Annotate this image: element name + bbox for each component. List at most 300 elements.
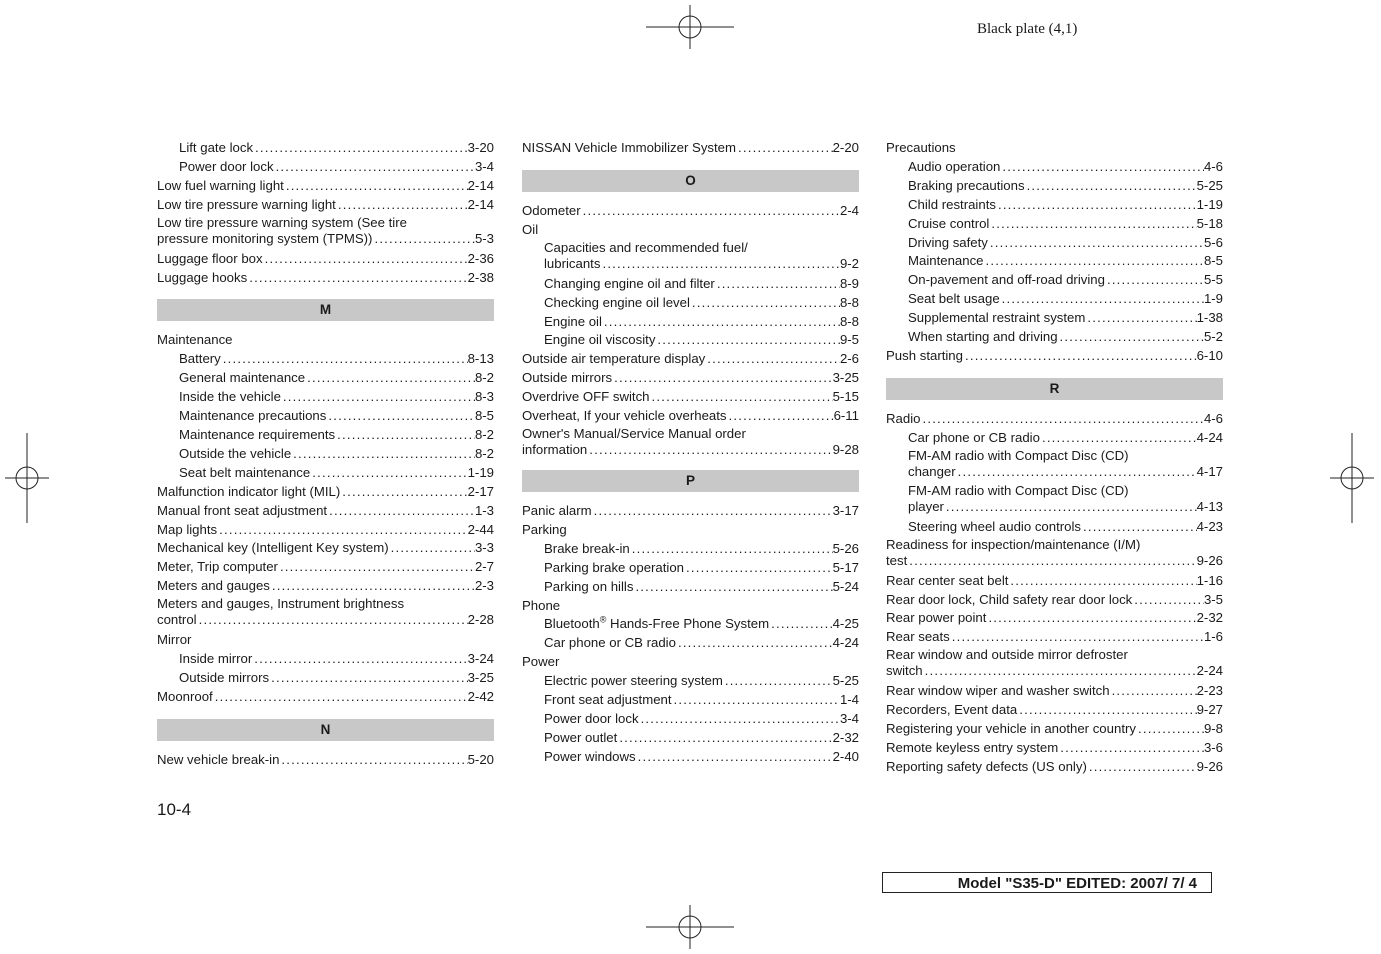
index-entry-text: Low tire pressure warning light xyxy=(157,196,336,212)
registration-mark-left xyxy=(5,433,49,523)
index-entry-text: Reporting safety defects (US only) xyxy=(886,758,1087,774)
index-entry-text: Moonroof xyxy=(157,688,213,704)
dot-leader xyxy=(305,369,475,388)
dot-leader xyxy=(291,445,475,464)
dot-leader xyxy=(715,275,840,294)
dot-leader xyxy=(1040,429,1197,448)
index-entry-page: 2-6 xyxy=(839,351,859,367)
dot-leader xyxy=(217,521,467,540)
index-entry xyxy=(522,139,859,158)
index-entry xyxy=(157,407,494,426)
index-entry-text: Overdrive OFF switch xyxy=(522,389,650,405)
index-entry-text: Map lights xyxy=(157,521,218,537)
dot-leader xyxy=(1000,290,1204,309)
model-edited-label: Model "S35-D" EDITED: 2007/ 7/ 4 xyxy=(957,875,1197,892)
dot-leader xyxy=(581,202,840,221)
index-entry-page: 6-10 xyxy=(1196,347,1223,363)
letter-section-header: M xyxy=(157,299,494,321)
dot-leader xyxy=(630,540,833,559)
index-entry-text: player xyxy=(908,498,944,514)
dot-leader xyxy=(639,710,840,729)
dot-leader xyxy=(1058,328,1204,347)
dot-leader xyxy=(1025,177,1197,196)
index-entry-text: Car phone or CB radio xyxy=(544,635,676,651)
page-number: 10-4 xyxy=(157,800,192,819)
index-entry xyxy=(157,483,494,502)
index-entry-page: 8-13 xyxy=(467,351,494,367)
index-entry-text: Changing engine oil and filter xyxy=(544,275,715,291)
index-entry-text: Driving safety xyxy=(908,234,988,250)
index-entry-page: 5-17 xyxy=(832,559,859,575)
index-entry-page: 5-2 xyxy=(1203,329,1223,345)
index-entry-text: Meters and gauges xyxy=(157,578,270,594)
dot-leader xyxy=(989,215,1196,234)
index-column-3 xyxy=(886,139,1223,777)
model-edited-box xyxy=(882,872,1212,893)
index-entry xyxy=(157,612,494,628)
index-entry-page: 2-14 xyxy=(467,177,494,193)
dot-leader xyxy=(736,139,833,158)
index-heading: Oil xyxy=(522,221,539,237)
index-entry-text: changer xyxy=(908,463,956,479)
dot-leader xyxy=(1081,518,1197,537)
index-entry-text: Meter, Trip computer xyxy=(157,559,278,575)
index-entry-page: 1-19 xyxy=(1196,196,1223,212)
dot-leader xyxy=(1105,271,1204,290)
dot-leader xyxy=(274,158,475,177)
index-entry-page: 4-6 xyxy=(1203,410,1223,426)
index-entry-text: control xyxy=(157,612,197,628)
index-entry-text: Engine oil xyxy=(544,313,602,329)
dot-leader xyxy=(1110,682,1197,701)
index-entry xyxy=(157,269,494,288)
dot-leader xyxy=(247,269,467,288)
index-entry-line: FM-AM radio with Compact Disc (CD) xyxy=(908,447,1129,463)
index-entry xyxy=(886,347,1223,366)
dot-leader xyxy=(996,196,1197,215)
index-entry-text: Audio operation xyxy=(908,158,1001,174)
index-heading: Precautions xyxy=(886,140,956,155)
dot-leader xyxy=(335,426,475,445)
index-entry xyxy=(522,729,859,748)
index-entry-page: 1-3 xyxy=(474,502,494,518)
index-heading: Phone xyxy=(522,597,561,613)
index-entry-page: 5-25 xyxy=(832,673,859,689)
index-entry-text: Manual front seat adjustment xyxy=(157,502,328,518)
index-entry-line: Meters and gauges, Instrument brightness xyxy=(157,596,405,612)
dot-leader xyxy=(727,407,834,426)
dot-leader xyxy=(602,313,840,332)
dot-leader xyxy=(587,442,832,458)
dot-leader xyxy=(650,388,833,407)
index-entry xyxy=(157,231,494,247)
index-entry xyxy=(522,672,859,691)
letter-section-header: P xyxy=(522,470,859,492)
index-entry-page: 2-28 xyxy=(467,612,494,628)
index-entry-page: 2-3 xyxy=(474,578,494,594)
index-entry-page: 1-9 xyxy=(1203,291,1223,307)
index-entry xyxy=(157,350,494,369)
index-entry-text: Maintenance precautions xyxy=(179,408,327,424)
dot-leader xyxy=(988,234,1204,253)
index-entry xyxy=(886,158,1223,177)
index-entry-text: information xyxy=(522,441,588,457)
index-entry xyxy=(886,591,1223,610)
index-entry-text: Supplemental restraint system xyxy=(908,310,1086,326)
index-entry-page: 8-5 xyxy=(474,408,494,424)
index-entry-text: Panic alarm xyxy=(522,502,592,518)
dot-leader xyxy=(278,558,475,577)
index-entry-page: 1-19 xyxy=(467,464,494,480)
dot-leader xyxy=(963,347,1197,366)
index-entry-line: Readiness for inspection/maintenance (I/M) xyxy=(886,536,1141,552)
index-entry-text: Rear window wiper and washer switch xyxy=(886,683,1110,699)
index-entry xyxy=(522,275,859,294)
index-entry-text: test xyxy=(886,552,908,568)
index-entry-page: 9-8 xyxy=(1203,721,1223,737)
index-entry-text: Parking on hills xyxy=(544,578,634,594)
index-entry-page: 1-6 xyxy=(1203,629,1223,645)
registration-mark-top xyxy=(646,5,734,49)
index-entry-page: 2-32 xyxy=(832,729,859,745)
index-entry-page: 2-23 xyxy=(1196,683,1223,699)
dot-leader xyxy=(197,612,468,628)
index-entry-page: 8-8 xyxy=(839,294,859,310)
index-entry xyxy=(157,388,494,407)
dot-leader xyxy=(944,499,1197,515)
index-entry-text: Electric power steering system xyxy=(544,673,723,689)
index-entry xyxy=(886,215,1223,234)
index-entry-line: Owner's Manual/Service Manual order xyxy=(522,425,746,441)
index-entry xyxy=(886,252,1223,271)
index-heading: Parking xyxy=(522,521,567,537)
index-entry-text: Engine oil viscosity xyxy=(544,332,656,348)
index-entry xyxy=(522,407,859,426)
dot-leader xyxy=(984,252,1204,271)
index-entry-text: Power outlet xyxy=(544,729,618,745)
index-entry xyxy=(522,369,859,388)
dot-leader xyxy=(1058,739,1204,758)
dot-leader xyxy=(676,634,833,653)
index-entry-page: 2-36 xyxy=(467,250,494,266)
index-entry xyxy=(886,429,1223,448)
dot-leader xyxy=(281,388,475,407)
dot-leader xyxy=(986,609,1196,628)
dot-leader xyxy=(655,331,840,350)
index-entry-text: Maintenance xyxy=(908,253,984,269)
index-entry-text: Rear center seat belt xyxy=(886,572,1009,588)
dot-leader xyxy=(923,663,1197,679)
index-entry-text: Rear door lock, Child safety rear door lock xyxy=(886,591,1133,607)
index-entry-page: 8-8 xyxy=(839,313,859,329)
index-entry-text: Battery xyxy=(179,351,221,367)
index-entry-page: 8-2 xyxy=(474,370,494,386)
index-entry xyxy=(157,426,494,445)
index-entry-page: 2-42 xyxy=(467,688,494,704)
index-entry-text: Malfunction indicator light (MIL) xyxy=(157,483,341,499)
dot-leader xyxy=(1017,701,1196,720)
letter-section-header: N xyxy=(157,719,494,741)
index-entry-page: 2-4 xyxy=(839,202,859,218)
index-entry-text: Front seat adjustment xyxy=(544,692,672,708)
index-entry xyxy=(886,572,1223,591)
letter-section-header: R xyxy=(886,378,1223,400)
index-entry-page: 9-27 xyxy=(1196,702,1223,718)
dot-leader xyxy=(372,231,474,247)
index-entry xyxy=(886,177,1223,196)
index-entry xyxy=(522,502,859,521)
index-entry-line: FM-AM radio with Compact Disc (CD) xyxy=(908,482,1129,498)
dot-leader xyxy=(600,256,839,272)
index-entry xyxy=(522,442,859,458)
index-entry xyxy=(157,445,494,464)
dot-leader xyxy=(327,502,475,521)
index-entry-text: Inside the vehicle xyxy=(179,389,281,405)
index-entry-page: 5-5 xyxy=(1203,272,1223,288)
index-entry xyxy=(157,751,494,770)
index-entry xyxy=(157,539,494,558)
index-entry-page: 8-2 xyxy=(474,445,494,461)
index-entry xyxy=(886,290,1223,309)
index-entry-page: 8-3 xyxy=(474,389,494,405)
index-entry-text: Maintenance requirements xyxy=(179,426,336,442)
index-entry xyxy=(157,369,494,388)
dot-leader xyxy=(612,369,832,388)
index-entry xyxy=(886,663,1223,679)
index-entry xyxy=(157,577,494,596)
index-entry-text: NISSAN Vehicle Immobilizer System xyxy=(522,140,736,155)
index-entry-text: Inside mirror xyxy=(179,651,253,667)
index-entry xyxy=(522,578,859,597)
dot-leader xyxy=(326,407,475,426)
dot-leader xyxy=(270,577,475,596)
index-entry-page: 2-20 xyxy=(832,140,859,155)
dot-leader xyxy=(672,691,840,710)
index-entry-page: 2-24 xyxy=(1196,663,1223,679)
index-entry-text: Registering your vehicle in another country xyxy=(886,721,1136,737)
index-entry-page: 3-17 xyxy=(832,502,859,518)
dot-leader xyxy=(1132,591,1204,610)
index-entry-text: Bluetooth® Hands-Free Phone System xyxy=(544,615,770,632)
index-entry-text: Outside mirrors xyxy=(522,370,613,386)
dot-leader xyxy=(633,578,832,597)
dot-leader xyxy=(920,410,1203,429)
index-entry-page: 4-17 xyxy=(1196,463,1223,479)
index-entry xyxy=(886,758,1223,777)
plate-label: Black plate (4,1) xyxy=(977,21,1078,37)
index-entry-page: 5-25 xyxy=(1196,177,1223,193)
index-entry-page: 5-3 xyxy=(474,230,494,246)
index-entry-page: 3-20 xyxy=(467,140,494,155)
index-entry-page: 1-38 xyxy=(1196,310,1223,326)
registration-mark-bottom xyxy=(646,905,734,949)
index-entry-text: Radio xyxy=(886,410,921,426)
index-entry-text: Child restraints xyxy=(908,196,996,212)
index-entry xyxy=(157,158,494,177)
index-entry-page: 5-24 xyxy=(832,578,859,594)
index-entry-text: Rear power point xyxy=(886,610,987,626)
dot-leader xyxy=(956,464,1197,480)
dot-leader xyxy=(221,350,468,369)
index-entry-page: 9-28 xyxy=(832,441,859,457)
dot-leader xyxy=(263,250,468,269)
dot-leader xyxy=(389,539,475,558)
index-entry-text: Outside mirrors xyxy=(179,669,270,685)
index-entry-text: Luggage hooks xyxy=(157,269,248,285)
index-entry xyxy=(522,540,859,559)
index-entry-text: Outside the vehicle xyxy=(179,445,292,461)
index-entry xyxy=(522,294,859,313)
index-entry-page: 4-24 xyxy=(832,635,859,651)
dot-leader xyxy=(723,672,833,691)
index-entry-page: 3-3 xyxy=(474,540,494,556)
index-entry-text: Parking brake operation xyxy=(544,559,685,575)
index-entry-text: Mechanical key (Intelligent Key system) xyxy=(157,540,389,556)
index-entry xyxy=(886,518,1223,537)
index-entry xyxy=(522,256,859,272)
index-entry-text: Power door lock xyxy=(179,158,274,174)
index-heading: Mirror xyxy=(157,632,192,648)
index-entry xyxy=(886,553,1223,569)
index-entry xyxy=(522,350,859,369)
dot-leader xyxy=(1087,758,1197,777)
index-entry xyxy=(522,313,859,332)
index-entry-text: Brake break-in xyxy=(544,540,630,556)
index-entry-text: Overheat, If your vehicle overheats xyxy=(522,408,727,424)
dot-leader xyxy=(1085,309,1196,328)
dot-leader xyxy=(253,139,468,158)
index-entry-text: Outside air temperature display xyxy=(522,351,706,367)
dot-leader xyxy=(340,483,467,502)
index-entry-page: 3-4 xyxy=(839,710,859,726)
index-entry-page: 4-23 xyxy=(1196,518,1223,534)
index-entry xyxy=(522,691,859,710)
index-entry xyxy=(157,250,494,269)
index-entry-text: Steering wheel audio controls xyxy=(908,518,1082,534)
index-entry-text: Braking precautions xyxy=(908,177,1025,193)
dot-leader xyxy=(284,177,468,196)
index-entry-text: lubricants xyxy=(544,255,601,271)
index-entry xyxy=(886,739,1223,758)
index-entry-text: On-pavement and off-road driving xyxy=(908,272,1105,288)
index-entry-page: 2-40 xyxy=(832,748,859,764)
index-entry-page: 5-6 xyxy=(1203,234,1223,250)
dot-leader xyxy=(1008,572,1196,591)
index-entry xyxy=(157,177,494,196)
index-entry-text: Odometer xyxy=(522,202,581,218)
index-entry xyxy=(157,196,494,215)
index-entry-text: Luggage floor box xyxy=(157,250,263,266)
index-entry-page: 9-26 xyxy=(1196,552,1223,568)
index-entry xyxy=(886,609,1223,628)
index-entry xyxy=(157,502,494,521)
index-entry xyxy=(157,558,494,577)
index-entry-line: Capacities and recommended fuel/ xyxy=(544,239,748,255)
index-entry xyxy=(886,499,1223,515)
dot-leader xyxy=(310,464,467,483)
index-entry xyxy=(886,234,1223,253)
index-entry xyxy=(886,196,1223,215)
dot-leader xyxy=(690,294,840,313)
index-entry-line: Low tire pressure warning system (See tire xyxy=(157,214,407,230)
dot-leader xyxy=(269,669,467,688)
index-entry xyxy=(157,650,494,669)
index-entry-page: 8-2 xyxy=(474,426,494,442)
index-entry xyxy=(522,388,859,407)
index-entry xyxy=(522,615,859,634)
index-entry xyxy=(522,202,859,221)
index-entry xyxy=(886,701,1223,720)
dot-leader xyxy=(705,350,840,369)
index-entry xyxy=(157,139,494,158)
index-entry-text: Remote keyless entry system xyxy=(886,739,1059,755)
index-entry-text: New vehicle break-in xyxy=(157,751,280,767)
index-entry-page: 6-11 xyxy=(833,408,859,424)
index-entry xyxy=(522,710,859,729)
index-entry xyxy=(157,688,494,707)
index-entry xyxy=(522,559,859,578)
dot-leader xyxy=(636,748,833,767)
index-entry-page: 3-25 xyxy=(467,669,494,685)
index-entry-page: 3-25 xyxy=(832,370,859,386)
dot-leader xyxy=(950,628,1204,647)
index-entry-page: 8-9 xyxy=(839,275,859,291)
index-entry-page: 5-18 xyxy=(1196,215,1223,231)
index-entry-text: General maintenance xyxy=(179,370,306,386)
index-entry-page: 1-4 xyxy=(839,692,859,708)
dot-leader xyxy=(907,553,1196,569)
index-entry-page: 1-16 xyxy=(1196,572,1223,588)
dot-leader xyxy=(1136,720,1204,739)
index-entry-page: 2-38 xyxy=(467,269,494,285)
dot-leader xyxy=(769,615,832,634)
index-entry-page: 5-20 xyxy=(467,751,494,767)
index-entry xyxy=(886,309,1223,328)
index-entry-page: 2-14 xyxy=(467,196,494,212)
index-column-2 xyxy=(522,139,859,767)
registration-mark-right xyxy=(1330,433,1374,523)
index-entry-text: Rear seats xyxy=(886,629,950,645)
index-entry xyxy=(886,720,1223,739)
index-entry-page: 4-24 xyxy=(1196,429,1223,445)
index-entry-page: 9-2 xyxy=(839,255,859,271)
index-entry-text: Power windows xyxy=(544,748,636,764)
index-entry-text: Cruise control xyxy=(908,215,990,231)
dot-leader xyxy=(684,559,833,578)
index-entry-text: pressure monitoring system (TPMS)) xyxy=(157,230,373,246)
index-entry xyxy=(886,328,1223,347)
dot-leader xyxy=(1000,158,1204,177)
index-entry-page: 8-5 xyxy=(1203,253,1223,269)
index-entry-text: When starting and driving xyxy=(908,329,1058,345)
index-entry-page: 3-6 xyxy=(1203,739,1223,755)
index-entry-text: Lift gate lock xyxy=(179,140,254,155)
index-entry-line: Rear window and outside mirror defroster xyxy=(886,647,1128,663)
index-entry-page: 2-17 xyxy=(467,483,494,499)
index-entry-text: Seat belt maintenance xyxy=(179,464,311,480)
index-heading: Maintenance xyxy=(157,332,233,348)
index-entry xyxy=(157,521,494,540)
index-entry xyxy=(522,634,859,653)
index-entry-page: 3-5 xyxy=(1203,591,1223,607)
index-entry-page: 2-44 xyxy=(467,521,494,537)
index-entry-text: Low fuel warning light xyxy=(157,177,284,193)
index-entry-page: 9-5 xyxy=(839,332,859,348)
index-entry-page: 2-7 xyxy=(474,559,494,575)
index-entry-page: 3-4 xyxy=(474,158,494,174)
index-entry-text: Seat belt usage xyxy=(908,291,1000,307)
index-entry xyxy=(157,669,494,688)
